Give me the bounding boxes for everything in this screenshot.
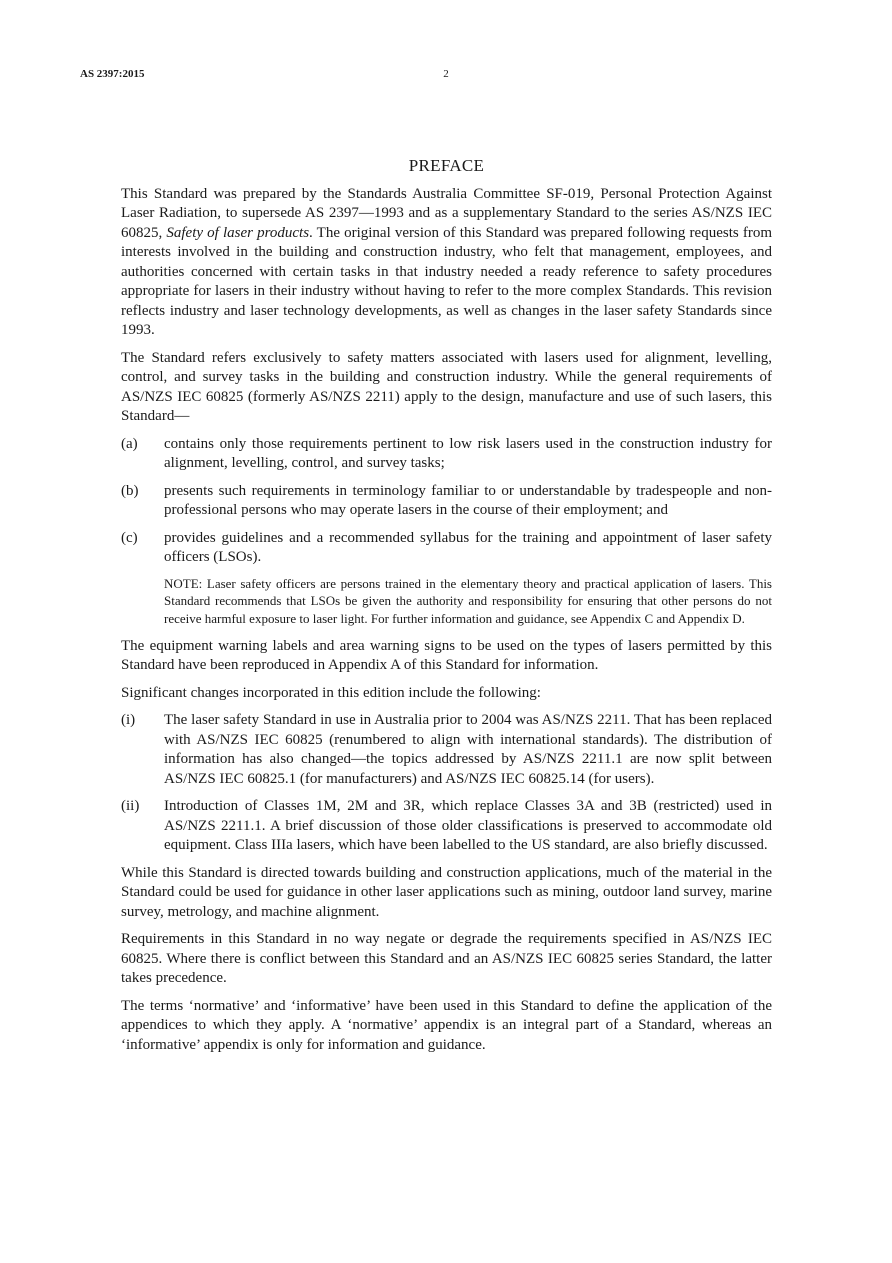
list-item-label: (i) bbox=[121, 712, 136, 729]
list-item-text: The laser safety Standard in use in Australia prior to 2004 was AS/NZS 2211. That has been replaced with AS/NZS IEC 60825 (renumbered to align with international standards). The distribution of information has also changed—the topics addressed by AS/NZS 2211.1 are now split between AS/NZS IEC 60825.1 (for manufacturers) and AS/NZS IEC 60825.14 (for users). bbox=[164, 712, 772, 787]
list-item-label: (b) bbox=[121, 482, 139, 499]
section-title: PREFACE bbox=[408, 156, 485, 175]
paragraph-5: While this Standard is directed towards building and construction applications, much of the material in the Standard could be used for guidance in other laser applications such as mining, outdoor land survey, marine survey, metrology, and machine alignment. bbox=[121, 864, 772, 920]
list-item-text: Introduction of Classes 1M, 2M and 3R, which replace Classes 3A and 3B (restricted) used in AS/NZS 2211.1. A brief discussion of those older classifications is preserved to accommodate old equipment. Class IIIa lasers, which have been labelled to the US standard, are also briefly discussed. bbox=[164, 798, 772, 854]
list-item-b bbox=[121, 482, 772, 521]
paragraph-1 bbox=[121, 185, 772, 341]
note-paragraph: NOTE: Laser safety officers are persons trained in the elementary theory and practical application of lasers. This Standard recommends that LSOs be given the authority and responsibility for ensuring that other persons do not receive harmful exposure to laser light. For further information and guidance, see Appendix C and Appendix D. bbox=[164, 575, 772, 627]
paragraph-4: Significant changes incorporated in this edition include the following: bbox=[121, 684, 541, 701]
preface-body bbox=[121, 156, 772, 1063]
list-item-a bbox=[121, 435, 772, 474]
paragraph-7: The terms ‘normative’ and ‘informative’ have been used in this Standard to define the application of the appendices to which they apply. A ‘normative’ appendix is an integral part of a Standard, whereas an ‘informative’ appendix is only for information and guidance. bbox=[121, 997, 772, 1053]
page-number: 2 bbox=[443, 68, 449, 80]
standard-series-title: Safety of laser products bbox=[166, 224, 310, 241]
list-item-label: (c) bbox=[121, 529, 138, 546]
list-item-i bbox=[121, 711, 772, 789]
document-identifier: AS 2397:2015 bbox=[80, 68, 145, 80]
paragraph-6: Requirements in this Standard in no way negate or degrade the requirements specified in AS/NZS IEC 60825. Where there is conflict between this Standard and an AS/NZS IEC 60825 series Standard, the latter takes precedence. bbox=[121, 931, 772, 987]
list-item-text: contains only those requirements pertinent to low risk lasers used in the construction industry for alignment, levelling, control, and survey tasks; bbox=[164, 435, 772, 471]
paragraph-2: The Standard refers exclusively to safety matters associated with lasers used for alignment, levelling, control, and survey tasks in the building and construction industry. While the general requirements of AS/NZS IEC 60825 (formerly AS/NZS 2211) apply to the design, manufacture and use of such lasers, this Standard— bbox=[121, 349, 772, 424]
paragraph-1-part-1: This Standard was prepared by the Standards Australia Committee SF-019, Personal Protection Against Laser Radiation, to supersede AS 2397—1993 and as a supplementary Standard to the series AS/NZS IEC 60825, bbox=[121, 185, 772, 241]
list-item-c bbox=[121, 529, 772, 568]
list-item-text: provides guidelines and a recommended syllabus for the training and appointment of laser safety officers (LSOs). bbox=[164, 529, 772, 565]
paragraph-3: The equipment warning labels and area warning signs to be used on the types of lasers permitted by this Standard have been reproduced in Appendix A of this Standard for information. bbox=[121, 637, 772, 674]
running-header bbox=[80, 68, 812, 84]
paragraph-1-part-2: . The original version of this Standard was prepared following requests from interests involved in the building and construction industry, who felt that management, employees, and authorities concerned with certain tasks in that industry needed a ready reference to safety procedures appropriate for lasers in their industry without having to refer to the more complex Standards. This revision reflects industry and laser technology developments, as well as changes in the laser safety Standards since 1993. bbox=[121, 224, 772, 338]
list-item-label: (ii) bbox=[121, 798, 140, 815]
list-item-text: presents such requirements in terminology familiar to or understandable by tradespeople and non-professional persons who may operate lasers in the course of their employment; and bbox=[164, 482, 772, 518]
list-item-ii bbox=[121, 797, 772, 856]
list-item-label: (a) bbox=[121, 435, 138, 452]
